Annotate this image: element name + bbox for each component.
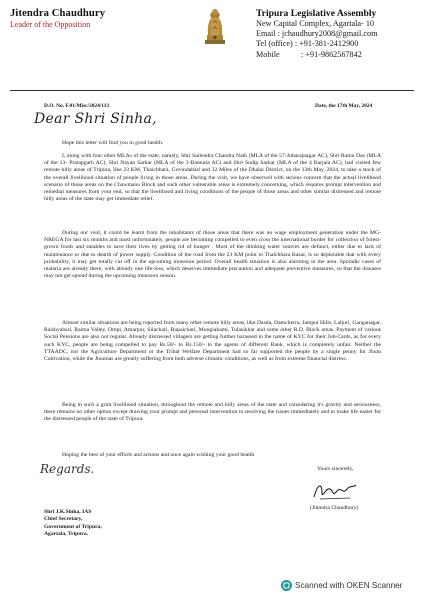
- email-label: Email :: [256, 29, 280, 39]
- assembly-name: Tripura Legislative Assembly: [256, 8, 377, 19]
- assembly-contact-block: [256, 8, 377, 60]
- recipient-line: Agartala, Tripura.: [44, 530, 89, 537]
- recipient-line: Government of Tripura,: [44, 523, 102, 530]
- state-emblem-icon: [202, 4, 228, 48]
- complimentary-close: Yours sincerely,: [317, 466, 354, 472]
- office-phone-number: +91-381-2412900: [299, 39, 359, 49]
- email-row: [256, 29, 377, 39]
- scanner-watermark: [281, 580, 402, 591]
- recipient-line: Shri J.K.Sinha, IAS: [44, 509, 92, 515]
- oken-scanner-icon: [281, 580, 292, 591]
- mobile-row: [256, 50, 377, 60]
- header-divider: [10, 90, 414, 91]
- sender-block: [10, 8, 105, 29]
- scanner-label: Scanned with OKEN Scanner: [295, 581, 403, 590]
- email-address: jchaudhury2008@gmail.com: [281, 29, 378, 39]
- handwritten-regards: Regards.: [40, 462, 95, 476]
- signatory-name: (Jitendra Chaudhury): [310, 505, 359, 511]
- recipient-line: Chief Secretary,: [44, 516, 83, 523]
- assembly-address: New Capital Complex, Agartala- 10: [256, 19, 375, 28]
- handwritten-salutation: Dear Shri Sinha,: [34, 111, 157, 127]
- mobile-label: Mobile: [256, 49, 280, 59]
- body-paragraph: Being in such a grim livelihood situation, throughout the remote and hilly areas of the state and considering it's gravity and seriousness, there remains no other option except drawing your prompt and personal intervention in resolving the issues immediately and to make life easier for the distressed people of the state of Tripura.: [44, 402, 381, 423]
- sender-role: Leader of the Opposition: [10, 20, 91, 29]
- reference-number: D.O. No. F.01/Misc/2024/113: [44, 103, 110, 109]
- office-phone-label: Tel (office) :: [256, 39, 298, 49]
- handwritten-signature: [310, 479, 358, 503]
- sender-name: Jitendra Chaudhury: [10, 8, 106, 19]
- opening-line: Hope this letter will find you in good health.: [62, 140, 164, 146]
- recipient-address: [44, 509, 102, 538]
- letter-date: Date, the 17th May, 2024: [315, 103, 373, 109]
- office-phone-row: [256, 39, 377, 49]
- body-paragraph: Almost similar situations are being reported from many other remote hilly areas, like Dasda, Damcherra, Jampui Hills, Laljuri, Ganganagar, Raishyabari, Raima Valley, Ompi, Amarpur, Silachari, Rupaichari, Mungiakami, Tulasikhar and some other R.D. Block areas. Payment of various Social Pensions are also not regular. Already distressed villagers are getting further harassed in the name of KYC for their Job-Cards, as for every such KYC, people are being compelled to pay Rs.50/- to Rs.150/- to the agents of different Bank, which is completely unfair. Neither the TTAADC, nor the Agriculture Department or the Tribal Welfare Department had so far supported the people by a single penny for Jhum Cultivation, while the Jhumias are greatly suffering from both adverse climatic conditions, as well as from extreme financial distress.: [44, 320, 381, 363]
- body-paragraph: During our visit, it could be learnt from the inhabitants of those areas that there was no wage employment generation under the MG-NREGA for last six months and most unfortunately, people are becoming compelled to even cross the international border for collection of forest-grown foods and eatables to save their lives by getting rid of hunger . Most of the drinking water sources are defunct, either due to lack of maintenance or due to dearth of power supply. Condition of the road from the 23 KM point to Thalchhara Bazar, is so deplorable that with every probability, it may get totally cut off in the upcoming monsoon period. Overall health situation is also alarming in the area. Sporadic cases of malaria are already there, with already one life-loss, which deserves immediate precaution and adequate preventive measures, so that the diseases may not get spread during the upcoming monsoon season.: [44, 230, 381, 280]
- closing-wish-line: Hoping the best of your efforts and actions and once again wishing your good health: [62, 452, 255, 458]
- mobile-number: : +91-9862567842: [301, 49, 362, 59]
- body-paragraph: I, along with four other MLAs of the state, namely, Shri Sailendra Chandra Nath (MLA of the 57-Jubarajnagar AC), Shri Ramu Das (MLA of the 13- Pratapgarh AC), Shri Nayan Sarkar (MLA of the 3-Bamutia AC) and Shri Sudip Sarkar (MLA of the 4 Barjala AC), had visited few remote hilly areas of Tripura, like 23 KM, Thaichhara, Govindabari and 32 Miles of the Dhalai District, on the 13th May, 2024, to take a stock of the overall livelihood situation of people living in those areas. During the visit, we have observed with serious concern that the actual livelihood scenario of those areas on the Chawmanu Block and such other vulnerable areas is extremely concerning, which requires prompt intervention and remedial measures from your end, so that the livelihood and living conditions of the people of those areas and other similar distressed and remote hilly areas of the state may get immediate relief.: [44, 153, 381, 203]
